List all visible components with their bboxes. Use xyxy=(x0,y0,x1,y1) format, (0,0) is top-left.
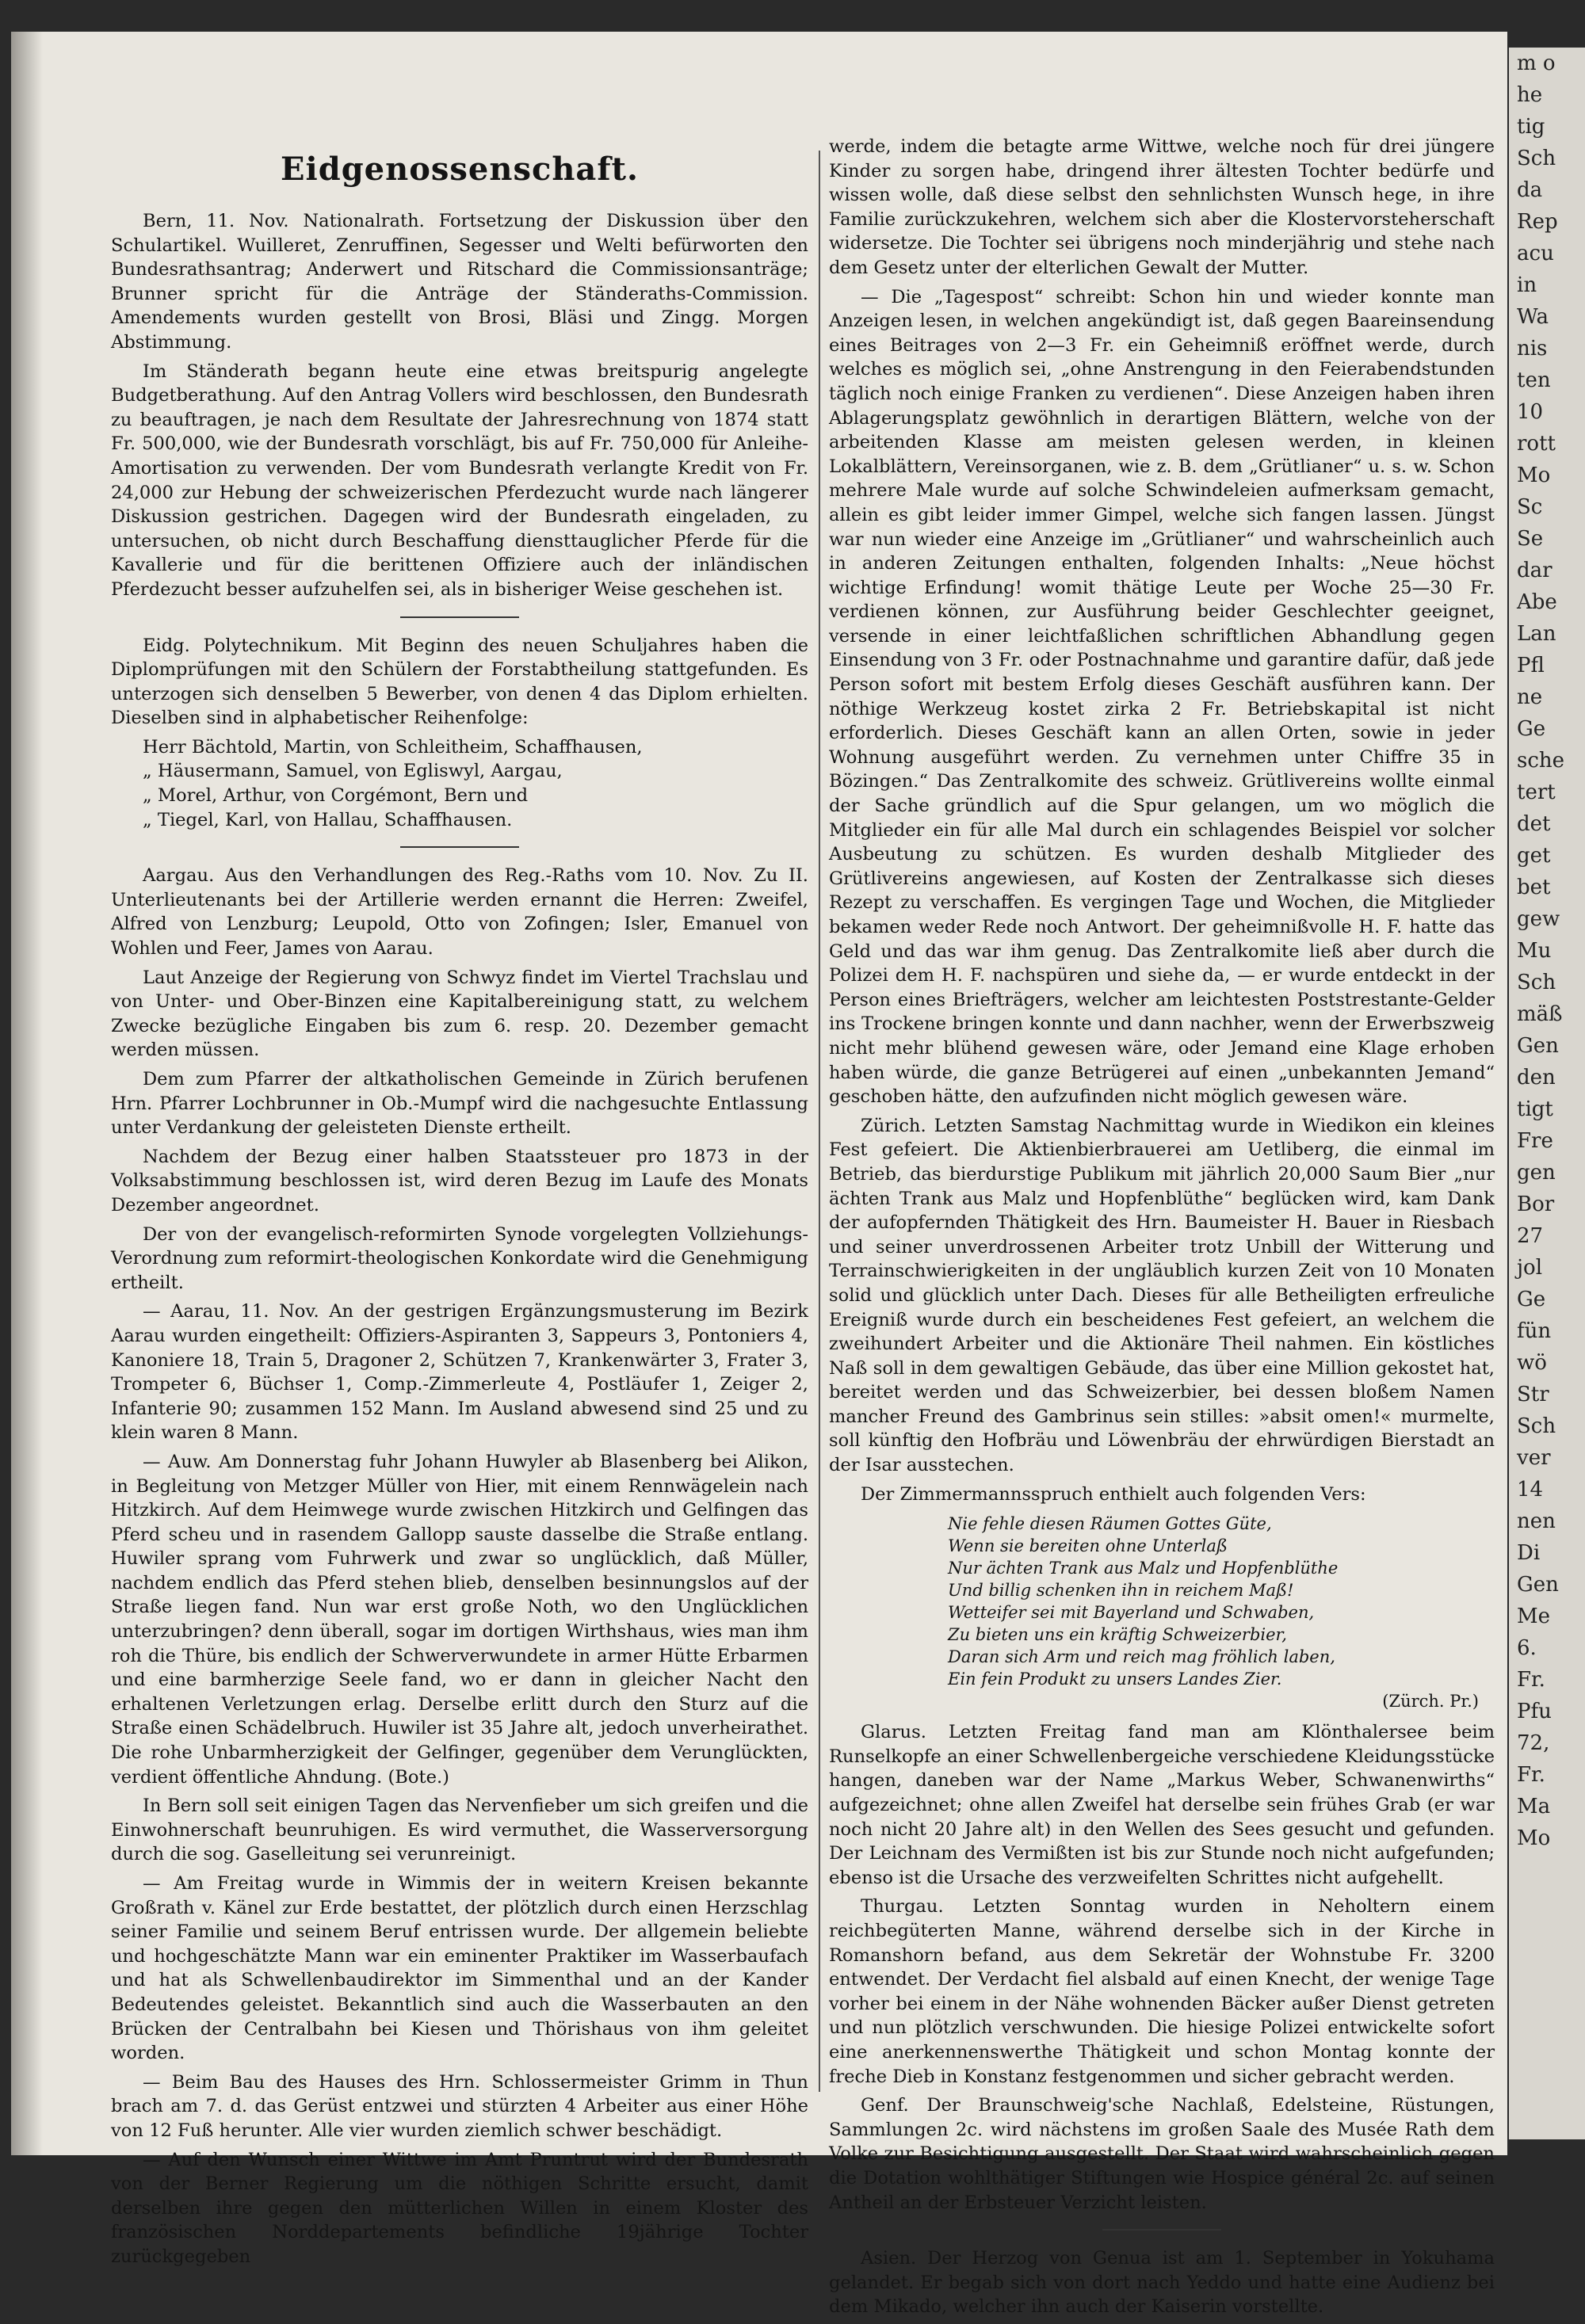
next-page-fragment: Wa xyxy=(1517,305,1549,329)
column-divider xyxy=(819,151,820,2092)
article-tagespost: — Die „Tagespost“ schreibt: Schon hin und wieder konnte man Anzeigen lesen, in welchen angekündigt ist, daß gegen Baareinsendung eines Beitrages von 2—3 Fr. ein Geheimniß eröffnet werde, durch welches es möglich sei, „ohne Anstrengung in den Feierabendstunden täglich noch einige Franken zu verdienen“. Diese Anzeigen haben ihren Ablagerungsplatz gewöhnlich in derartigen Blättern, welche von der arbeitenden Klasse am meisten gelesen werden, in kleinen Lokalblättern, Vereinsorganen, wie z. B. dem „Grütlianer“ u. s. w. Schon mehrere Male wurde auf solche Schwindeleien aufmerksam gemacht, allein es gibt leider immer Gimpel, welche sich fangen lassen. Jüngst war nun wieder eine Anzeige im „Grütlianer“ und wahrscheinlich auch in anderen Zeitungen enthalten, folgenden Inhalts: „Neue höchst wichtige Erfindung! womit thätige Leute per Woche 25—30 Fr. verdienen können, zur Ausführung beider Geschlechter geeignet, versende in einer leichtfaßlichen schriftlichen Abhandlung gegen Einsendung von 3 Fr. oder Postnachnahme und garantire dafür, daß jede Person sofort mit bestem Erfolg dieses Geschäft ausführen kann. Der nöthige Werkzeug kostet zirka 2 Fr. Betriebskapital ist nicht erforderlich. Dieses Geschäft kann an allen Orten, sowie in jeder Wohnung ausgeführt werden. Zu vernehmen unter Chiffre 35 in Bözingen.“ Das Zentralkomite des schweiz. Grütlivereins wollte einmal der Sache gründlich auf die Spur gelangen, um wo möglich die Mitglieder ein für alle Mal durch ein schlagendes Beispiel vor solcher Ausbeutung zu schützen. Es wurden deshalb Mitglieder des Grütlivereins angewiesen, auf Kosten der Zentralkasse sich dieses Rezept zu verschaffen. Es vergingen Tage und Wochen, die Mitglieder bekamen weder Rede noch Antwort. Der geheimnißvolle H. F. hatte das Geld und das war ihm genug. Das Zentralkomite ließ aber durch die Polizei dem H. F. nachspüren und siehe da, — er wurde entdeckt in der Person eines Briefträgers, welcher am leichtesten Poststrestante-Gelder ins Trockene bringen konnte und dann nachher, wenn der Erwerbszweig nicht mehr blühend gewesen wäre, oder Jemand eine Klage erhoben haben würde, die ganze Betrügerei auf einen „unbekannten Jemand“ geschoben hätte, den aufzufinden nicht möglich gewesen wäre. xyxy=(829,286,1495,1108)
article-aarau-musterung: — Aarau, 11. Nov. An der gestrigen Ergänzungsmusterung im Bezirk Aarau wurden eingetheilt: Offiziers-Aspiranten 3, Sappeurs 3, Pontoniers 4, Kanoniere 18, Train 5, Dragoner 2, Schützen 7, Krankenwärter 3, Frater 3, Trompeter 6, Büchser 1, Comp.-Zimmerleute 4, Postläufer 1, Zeiger 2, Infanterie 90; zusammen 152 Mann. Im Ausland abwesend sind 25 und zu klein waren 8 Mann. xyxy=(111,1301,808,1444)
next-page-fragment: Mu xyxy=(1517,939,1552,963)
next-page-fragment: Pfu xyxy=(1517,1700,1552,1723)
next-page-fragment: ver xyxy=(1517,1446,1551,1470)
next-page-edge xyxy=(1509,48,1585,2139)
next-page-fragment: wö xyxy=(1517,1351,1547,1375)
verse-line: Nie fehle diesen Räumen Gottes Güte, xyxy=(948,1514,1272,1534)
next-page-fragment: Ge xyxy=(1517,1288,1546,1311)
article-genf: Genf. Der Braunschweig'sche Nachlaß, Edelsteine, Rüstungen, Sammlungen 2c. wird nächstens im großen Saale des Musée Rath dem Volke zur Besichtigung ausgestellt. Der Staat wird wahrscheinlich gegen die Dotation wohlthätiger Stiftungen wie Hospice général 2c. auf seinen Antheil an der Erbsteuer Verzicht leisten. xyxy=(829,2095,1495,2213)
next-page-fragment: ten xyxy=(1517,368,1551,392)
next-page-fragment: gen xyxy=(1517,1161,1556,1185)
verse-source: (Zürch. Pr.) xyxy=(1382,1692,1479,1712)
article-aargau: Aargau. Aus den Verhandlungen des Reg.-Raths vom 10. Nov. Zu II. Unterlieutenants bei der Artillerie werden ernannt die Herren: Zweifel, Alfred von Lenzburg; Leupold, Otto von Zofingen; Isler, Emanuel von Wohlen und Feer, James von Aarau. xyxy=(111,865,808,960)
next-page-fragment: in xyxy=(1517,273,1537,297)
article-pruntrut: — Auf den Wunsch einer Wittwe im Amt Pruntrut wird der Bundesrath von der Berner Regierung um die nöthigen Schritte ersucht, damit derselben ihre gegen den mütterlichen Willen in einem Kloster des französischen Norddepartements befindliche 19jährige Tochter zurückgegeben xyxy=(111,2149,808,2267)
article-pruntrut-cont: werde, indem die betagte arme Wittwe, welche noch für drei jüngere Kinder zu sorgen habe, dringend ihrer ältesten Tochter bedürfe und wissen wolle, daß diese selbst den sehnlichsten Wunsch hege, in ihre Familie zurückzukehren, welchem sich aber die Klostervorsteherschaft widersetze. Die Tochter sei übrigens noch minderjährig und stehe nach dem Gesetz unter der elterlichen Gewalt der Mutter. xyxy=(829,136,1495,278)
article-auw: — Auw. Am Donnerstag fuhr Johann Huwyler ab Blasenberg bei Alikon, in Begleitung von Metzger Müller von Hier, mit einem Rennwägelein nach Hitzkirch. Auf dem Heimwege wurde zwischen Hitzkirch und Gelfingen das Pferd scheu und in rasendem Gallopp sauste dasselbe die Straße entlang. Huwiler sprang vom Fuhrwerk und zwar so unglücklich, daß Müller, nachdem endlich das Pferd stehen blieb, denselben besinnungslos auf der Straße liegen fand. Nun war erst große Noth, wo den Unglücklichen unterzubringen? denn überall, sogar im dortigen Wirthshaus, wies man ihm roh die Thüre, bis endlich der Schwerverwundete in armer Hütte Erbarmen und eine barmherzige Seele fand, wo er dann in gleicher Nacht den erhaltenen Verletzungen erlag. Derselbe erlitt durch den Sturz auf die Straße einen Schädelbruch. Huwiler ist 35 Jahre alt, jedoch unverheirathet. Die rohe Unbarmherzigkeit der Gelfinger, gegenüber dem Verunglückten, verdient öffentliche Ahndung. (Bote.) xyxy=(111,1451,808,1788)
separator-line xyxy=(1102,2229,1221,2231)
next-page-fragment: dar xyxy=(1517,559,1553,582)
separator-line xyxy=(400,846,519,848)
next-page-fragment: Pfl xyxy=(1517,654,1545,677)
separator-line xyxy=(400,616,519,618)
section-heading: Eidgenossenschaft. xyxy=(281,151,639,188)
left-column xyxy=(111,111,808,2274)
verse-line: Ein fein Produkt zu unsers Landes Zier. xyxy=(948,1670,1282,1689)
next-page-fragment: sche xyxy=(1517,749,1565,773)
next-page-fragment: acu xyxy=(1517,242,1554,265)
article-zuerich: Zürich. Letzten Samstag Nachmittag wurde in Wiedikon ein kleines Fest gefeiert. Die Aktienbierbrauerei am Uetliberg, die einmal im Betrieb, das bierdurstige Publikum mit jährlich 20,000 Saum Bier „nur ächten Trank aus Malz und Hopfenblüthe“ beglücken wird, kam Dank der aufopfernden Thätigkeit des Hrn. Baumeister H. Bauer in Riesbach und seiner unverdrossenen Arbeiter trotz Unbill der Witterung und Terrainschwierigkeiten in der ungläublich kurzen Zeit von 10 Monaten solid und glücklich unter Dach. Dieses für alle Betheiligten erfreuliche Ereigniß wurde durch ein bescheidenes Fest gefeiert, an welchem die zweihundert Arbeiter und die Aktionäre Theil nahmen. Ein köstliches Naß soll in dem gewaltigen Gebäude, das über eine Million gekostet hat, bereitet werden und das Schweizerbier, bei dessen bloßem Namen mancher Freund des Gambrinus sein stilles: »absit omen!« murmelte, soll künftig den Hofbräu und Löwenbräu der ehrwürdigen Bierstadt an der Isar ausstechen. xyxy=(829,1115,1495,1476)
article-asien: Asien. Der Herzog von Genua ist am 1. September in Yokuhama gelandet. Er begab sich von dort nach Yeddo und hatte eine Audienz bei dem Mikado, welcher ihn auch der Kaiserin vorstellte. xyxy=(829,2248,1495,2318)
article-staatssteuer: Nachdem der Bezug einer halben Staatssteuer pro 1873 in der Volksabstimmung beschlossen ist, wird deren Bezug im Laufe des Monats Dezember angeordnet. xyxy=(111,1146,808,1215)
list-item: „ Häusermann, Samuel, von Egliswyl, Aargau, xyxy=(143,761,563,782)
article-bern-nationalrath: Bern, 11. Nov. Nationalrath. Fortsetzung der Diskussion über den Schulartikel. Wuilleret, Zenruffinen, Segesser und Welti befürworten den Bundesrathsantrag; Anderwert und Ritschard die Commissionsanträge; Brunner spricht für die Anträge der Ständeraths-Commission. Amendements wurden gestellt von Brosi, Bläsi und Zingg. Morgen Abstimmung. xyxy=(111,211,808,353)
article-staenderath: Im Ständerath begann heute eine etwas breitspurig angelegte Budgetberathung. Auf den Antrag Vollers wird beschlossen, den Bundesrath zu beauftragen, je nach dem Resultate der Jahresrechnung von 1874 statt Fr. 500,000, wie der Bundesrath vorschlägt, bis auf Fr. 750,000 für Anleihe-Amortisation zu verwenden. Der vom Bundesrath verlangte Kredit von Fr. 24,000 zur Hebung der schweizerischen Pferdezucht wurde nach längerer Diskussion gestrichen. Dagegen wird der Bundesrath eingeladen, zu untersuchen, ob nicht durch Beschaffung diensttauglicher Pferde für die Kavallerie und für die berittenen Offiziere auch der inländischen Pferdezucht besser aufzuhelfen sei, als in bisheriger Weise geschehen ist. xyxy=(111,361,808,600)
next-page-fragment: 14 xyxy=(1517,1478,1544,1502)
verse-line: Nur ächten Trank aus Malz und Hopfenblüthe xyxy=(948,1559,1339,1578)
next-page-fragment: fün xyxy=(1517,1319,1552,1343)
next-page-fragment: tig xyxy=(1517,115,1545,139)
next-page-fragment: Gen xyxy=(1517,1034,1559,1058)
next-page-fragment: ne xyxy=(1517,685,1543,709)
next-page-fragment: he xyxy=(1517,83,1543,107)
list-item: Herr Bächtold, Martin, von Schleitheim, Schaffhausen, xyxy=(143,736,643,757)
article-wimmis: — Am Freitag wurde in Wimmis der in weitern Kreisen bekannte Großrath v. Känel zur Erde bestattet, der plötzlich durch einen Herzschlag seiner Familie und seinem Beruf entrissen wurde. Der allgemein beliebte und hochgeschätzte Mann war ein eminenter Praktiker im Wasserbaufach und hat als Schwellenbaudirektor im Simmenthal und an der Kander Bedeutendes geleistet. Bekanntlich sind auch die Wasserbauten an den Brücken der Centralbahn bei Kiesen und Thörishaus von ihm geleitet worden. xyxy=(111,1873,808,2064)
next-page-fragment: Me xyxy=(1517,1605,1551,1628)
article-thurgau: Thurgau. Letzten Sonntag wurden in Neholtern einem reichbegüterten Manne, während derselbe sich in der Kirche in Romanshorn befand, aus dem Sekretär der Wohnstube Fr. 3200 entwendet. Der Verdacht fiel alsbald auf einen Knecht, der wenige Tage vorher bei einem in der Nähe wohnenden Bäcker außer Dienst getreten und nun plötzlich verschwunden. Die hiesige Polizei entwickelte sofort eine anerkennenswerthe Thätigkeit und schon Montag konnte der freche Dieb in Konstanz festgenommen und sicher gebracht werden. xyxy=(829,1896,1495,2087)
right-column xyxy=(829,135,1495,2324)
article-pfarrer: Dem zum Pfarrer der altkatholischen Gemeinde in Zürich berufenen Hrn. Pfarrer Lochbrunner in Ob.-Mumpf wird die nachgesuchte Entlassung unter Verdankung der geleisteten Dienste ertheilt. xyxy=(111,1069,808,1139)
next-page-fragment: 72, xyxy=(1517,1731,1550,1755)
verse-block xyxy=(948,1513,1495,1712)
next-page-fragment: Ma xyxy=(1517,1795,1551,1818)
next-page-fragment: Ge xyxy=(1517,717,1546,741)
next-page-fragment: 27 xyxy=(1517,1224,1544,1248)
next-page-fragment: Lan xyxy=(1517,622,1556,646)
next-page-fragment: Mo xyxy=(1517,1826,1551,1850)
next-page-fragment: Fr. xyxy=(1517,1763,1545,1787)
next-page-fragment: det xyxy=(1517,812,1551,836)
next-page-fragment: Sc xyxy=(1517,495,1543,519)
article-thun: — Beim Bau des Hauses des Hrn. Schlossermeister Grimm in Thun brach am 7. d. das Gerüst entzwei und stürzten 4 Arbeiter aus einer Höhe von 12 Fuß herunter. Alle vier wurden ziemlich schwer beschädigt. xyxy=(111,2071,808,2141)
page-edge-shadow xyxy=(11,32,43,2155)
article-polytechnikum: Eidg. Polytechnikum. Mit Beginn des neuen Schuljahres haben die Diplomprüfungen mit den Schülern der Forstabtheilung stattgefunden. Es unterzogen sich denselben 5 Bewerber, von denen 4 das Diplom erhielten. Dieselben sind in alphabetischer Reihenfolge: xyxy=(111,635,808,729)
article-glarus: Glarus. Letzten Freitag fand man am Klönthalersee beim Runselkopfe an einer Schwellenbergeiche verschiedene Kleidungsstücke hangen, daneben war der Name „Markus Weber, Schwanenwirths“ aufgezeichnet; ohne allen Zweifel hat derselbe sein frühes Grab (er war noch nicht 20 Jahre alt) in den Wellen des Sees gesucht und gefunden. Der Leichnam des Vermißten ist bis zur Stunde noch nicht aufgefunden; ebenso ist die Ursache des verzweifelten Schrittes nicht aufgehellt. xyxy=(829,1722,1495,1888)
next-page-fragment: mäß xyxy=(1517,1002,1563,1026)
next-page-fragment: tert xyxy=(1517,780,1556,804)
verse-line: Wenn sie bereiten ohne Unterlaß xyxy=(948,1536,1228,1556)
next-page-fragment: nis xyxy=(1517,337,1548,361)
next-page-fragment: Sch xyxy=(1517,971,1556,994)
article-schwyz: Laut Anzeige der Regierung von Schwyz findet im Viertel Trachslau und von Unter- und Ober-Binzen eine Kapitalbereinigung statt, zu welchem Zwecke bezügliche Eingaben bis zum 6. resp. 20. Dezember gemacht werden müssen. xyxy=(111,967,808,1061)
list-item: „ Morel, Arthur, von Corgémont, Bern und xyxy=(143,785,529,807)
next-page-fragment: Bor xyxy=(1517,1193,1555,1216)
next-page-fragment: tigt xyxy=(1517,1097,1553,1121)
article-spruch-intro: Der Zimmermannsspruch enthielt auch folgenden Vers: xyxy=(861,1483,1366,1505)
next-page-fragment: Gen xyxy=(1517,1573,1559,1597)
next-page-fragment: m o xyxy=(1517,52,1556,75)
next-page-fragment: nen xyxy=(1517,1509,1556,1533)
newspaper-page xyxy=(11,32,1507,2318)
article-bern-nervenfieber: In Bern soll seit einigen Tagen das Nervenfieber um sich greifen und die Einwohnerschaft beunruhigen. Es wird vermuthet, die Wasserversorgung durch die sog. Gaselleitung sei verunreinigt. xyxy=(111,1795,808,1865)
next-page-fragment: Sch xyxy=(1517,147,1556,170)
next-page-fragment: Rep xyxy=(1517,210,1558,234)
diploma-names-list xyxy=(143,735,808,832)
next-page-fragment: get xyxy=(1517,844,1551,868)
next-page-fragment: jol xyxy=(1517,1256,1543,1280)
next-page-fragment: rott xyxy=(1517,432,1556,456)
list-item: „ Tiegel, Karl, von Hallau, Schaffhausen. xyxy=(143,809,513,830)
verse-line: Wetteifer sei mit Bayerland und Schwaben, xyxy=(948,1603,1315,1623)
next-page-fragment: bet xyxy=(1517,876,1551,899)
next-page-fragment: Sch xyxy=(1517,1414,1556,1438)
next-page-fragment: Di xyxy=(1517,1541,1541,1565)
verse-line: Daran sich Arm und reich mag fröhlich laben, xyxy=(948,1647,1335,1667)
next-page-fragment: den xyxy=(1517,1066,1556,1089)
next-page-fragment: Mo xyxy=(1517,464,1551,487)
next-page-fragment: Fr. xyxy=(1517,1668,1545,1692)
next-page-fragment: da xyxy=(1517,178,1543,202)
next-page-fragment: 10 xyxy=(1517,400,1544,424)
next-page-fragment: Fre xyxy=(1517,1129,1553,1153)
article-synode: Der von der evangelisch-reformirten Synode vorgelegten Vollziehungs-Verordnung zum reformirt-theologischen Konkordate wird die Genehmigung ertheilt. xyxy=(111,1223,808,1293)
verse-line: Und billig schenken ihn in reichem Maß! xyxy=(948,1581,1294,1601)
next-page-fragment: gew xyxy=(1517,907,1560,931)
verse-line: Zu bieten uns ein kräftig Schweizerbier, xyxy=(948,1625,1287,1645)
next-page-fragment: Str xyxy=(1517,1383,1549,1406)
next-page-fragment: Se xyxy=(1517,527,1544,551)
next-page-fragment: 6. xyxy=(1517,1636,1537,1660)
next-page-fragment: Abe xyxy=(1517,590,1557,614)
